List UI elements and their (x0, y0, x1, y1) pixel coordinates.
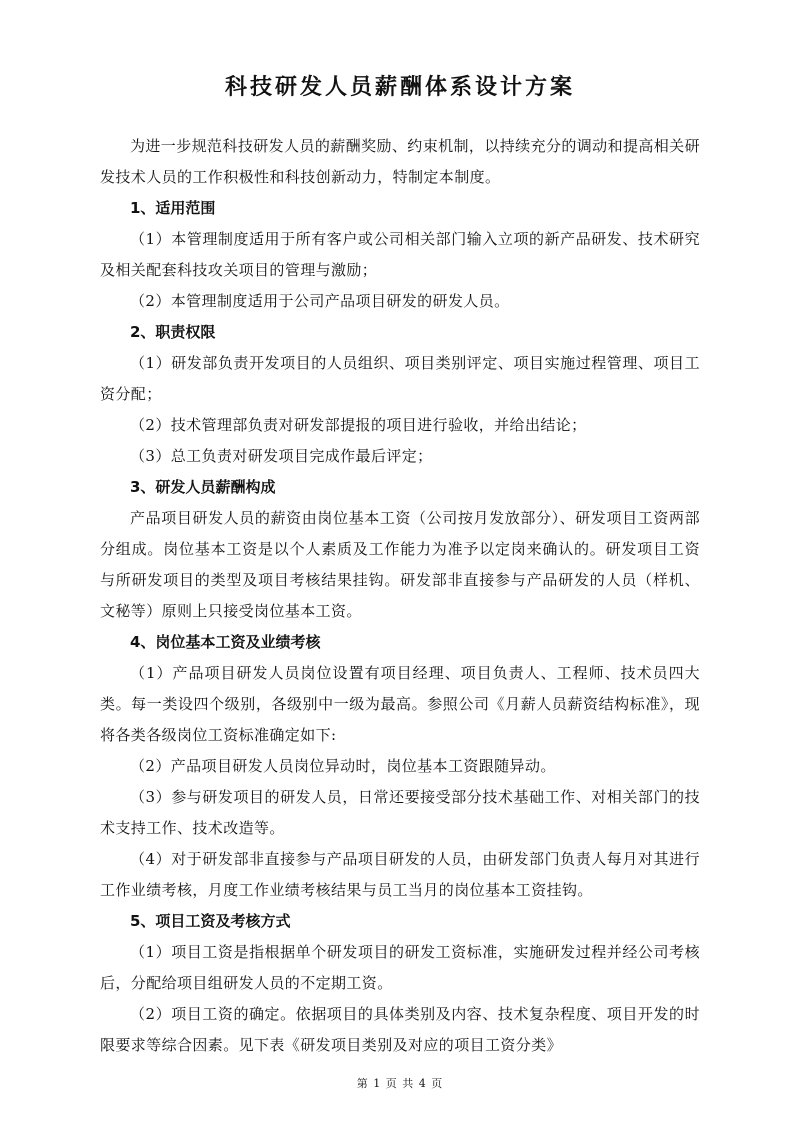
section-heading: 5、项目工资及考核方式 (130, 912, 291, 930)
paragraph: （1）项目工资是指根据单个研发项目的研发工资标准，实施研发过程并经公司考核后，分配给项目组研发人员的不定期工资。 (100, 943, 700, 992)
page-number: 第 1 页 共 4 页 (356, 1077, 444, 1090)
paragraph: 产品项目研发人员的薪资由岗位基本工资（公司按月发放部分）、研发项目工资两部分组成。岗位基本工资是以个人素质及工作能力为准予以定岗来确认的。研发项目工资与所研发项目的类型及项目考核结果挂钩。研发部非直接参与产品研发的人员（样机、文秘等）原则上只接受岗位基本工资。 (100, 509, 700, 620)
section-responsibilities (100, 317, 700, 472)
section-project-salary (100, 906, 700, 1061)
paragraph: （2）本管理制度适用于公司产品项目研发的研发人员。 (130, 292, 510, 310)
paragraph: （2）项目工资的确定。依据项目的具体类别及内容、技术复杂程度、项目开发的时限要求等综合因素。见下表《研发项目类别及对应的项目工资分类》 (100, 1005, 700, 1054)
intro-paragraph: 为进一步规范科技研发人员的薪酬奖励、约束机制，以持续充分的调动和提高相关研发技术人员的工作积极性和科技创新动力，特制定本制度。 (100, 137, 700, 186)
section-heading: 4、岗位基本工资及业绩考核 (130, 633, 321, 651)
paragraph: （1）产品项目研发人员岗位设置有项目经理、项目负责人、工程师、技术员四大类。每一类设四个级别，各级别中一级为最高。参照公司《月薪人员薪资结构标准》，现将各类各级岗位工资标准确定如下: (100, 664, 700, 744)
paragraph: （3）总工负责对研发项目完成作最后评定； (130, 447, 433, 465)
section-base-salary (100, 627, 700, 906)
section-scope (100, 193, 700, 317)
document-title: 科技研发人员薪酬体系设计方案 (224, 75, 575, 100)
paragraph: （1）研发部负责开发项目的人员组织、项目类别评定、项目实施过程管理、项目工资分配； (100, 354, 700, 403)
section-compensation-structure (100, 472, 700, 627)
paragraph: （2）技术管理部负责对研发部提报的项目进行验收，并给出结论； (130, 416, 587, 434)
paragraph: （2）产品项目研发人员岗位异动时，岗位基本工资跟随异动。 (130, 757, 556, 775)
section-heading: 1、适用范围 (130, 199, 216, 217)
paragraph: （3）参与研发项目的研发人员，日常还要接受部分技术基础工作、对相关部门的技术支持工作、技术改造等。 (100, 788, 700, 837)
paragraph: （1）本管理制度适用于所有客户或公司相关部门输入立项的新产品研发、技术研究及相关配套科技攻关项目的管理与激励； (100, 230, 700, 279)
section-heading: 2、职责权限 (130, 323, 216, 341)
document-body (100, 131, 700, 1061)
paragraph: （4）对于研发部非直接参与产品项目研发的人员，由研发部门负责人每月对其进行工作业绩考核，月度工作业绩考核结果与员工当月的岗位基本工资挂钩。 (100, 850, 700, 899)
section-heading: 3、研发人员薪酬构成 (130, 478, 276, 496)
